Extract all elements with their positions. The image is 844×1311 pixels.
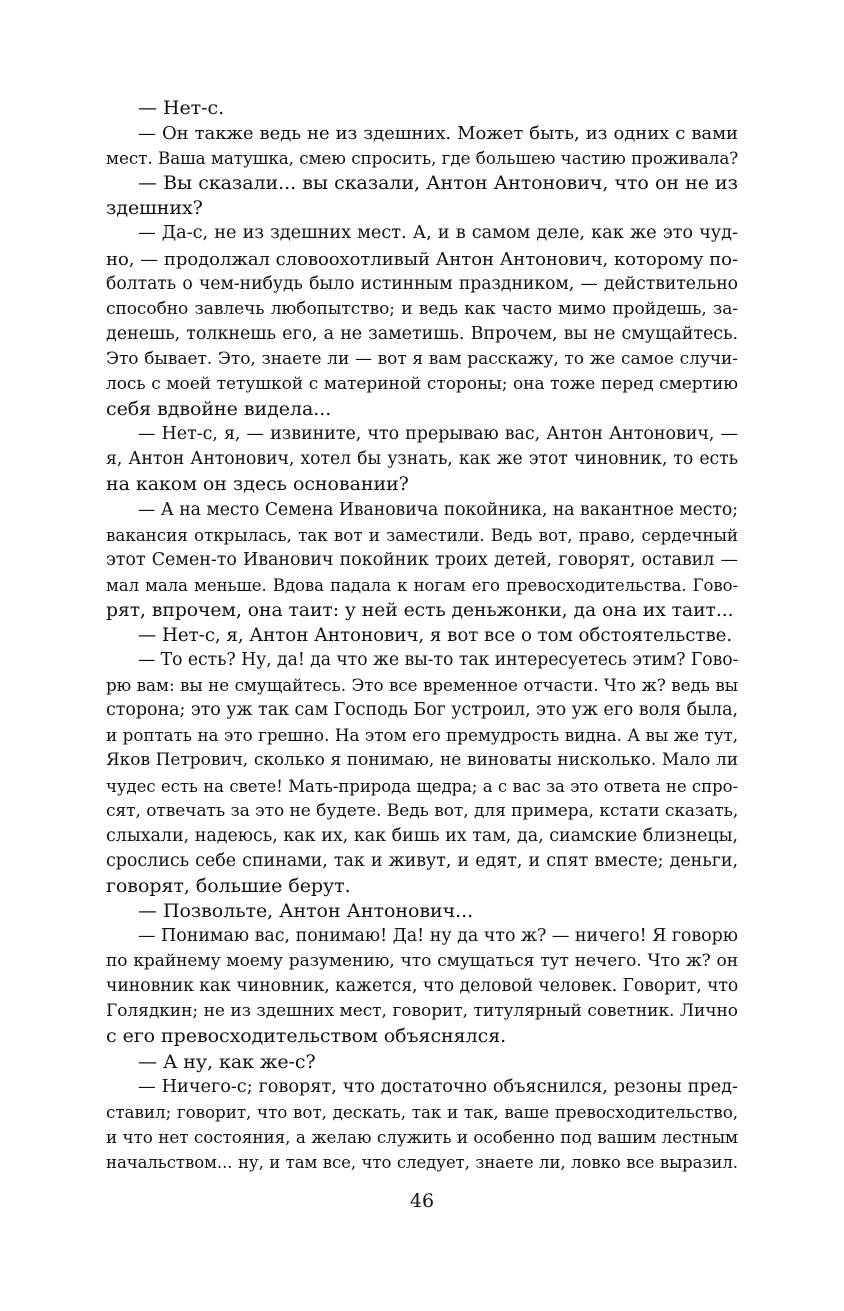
text-line: способно завлечь любопытство; и ведь как часто мимо пройдешь, за-: [106, 298, 738, 319]
text-line: — Понимаю вас, понимаю! Да! ну да что ж? — ничего! Я говорю: [138, 926, 738, 947]
paragraph: [106, 1050, 738, 1075]
text-line: ставил; говорит, что вот, дескать, так и так, ваше превосходительство,: [106, 1101, 738, 1122]
text-line: Яков Петрович, сколько я понимаю, не виноваты нисколько. Мало ли: [106, 750, 738, 771]
text-line: на каком он здесь основании?: [106, 473, 409, 496]
text-line: сят, отвечать за это не будете. Ведь вот, для примера, кстати сказать,: [106, 800, 738, 821]
text-line: рю вам: вы не смущайтесь. Это все временное отчасти. Что ж? ведь вы: [106, 675, 738, 696]
text-line: — Нет-с.: [138, 97, 225, 119]
paragraph: [106, 924, 738, 1049]
text-line: — То есть? Ну, да! да что же вы-то так интересуетесь этим? Гово-: [138, 650, 738, 671]
text-line: сторона; это уж так сам Господь Бог устроил, это уж его воля была,: [106, 700, 738, 721]
paragraph: [106, 899, 738, 924]
text-line: Голядкин; не из здешних мест, говорит, титулярный советник. Лично: [106, 1001, 738, 1022]
text-line: — Да-с, не из здешних мест. А, и в самом деле, как же это чуд-: [138, 223, 738, 244]
text-line: — А на место Семена Ивановича покойника, на вакантное место;: [138, 499, 738, 520]
text-line: с его превосходительством объяснялся.: [106, 1025, 507, 1048]
text-line: лось с моей тетушкой с материной стороны; она тоже перед смертию: [106, 374, 738, 395]
paragraph: [106, 171, 738, 221]
text-line: мал мала меньше. Вдова падала к ногам его превосходительства. Гово-: [106, 575, 738, 595]
text-line: и роптать на это грешно. На этом его премудрость видна. А вы же тут,: [106, 725, 738, 746]
text-line: рят, впрочем, она таит: у ней есть деньжонки, да она их таит...: [106, 599, 734, 621]
text-line: чиновник как чиновник, кажется, что деловой человек. Говорит, что: [106, 976, 738, 997]
text-line: и что нет состояния, а желаю служить и особенно под вашим лестным: [106, 1126, 738, 1147]
page-number: 46: [409, 1190, 435, 1212]
paragraph: [106, 221, 738, 422]
text-line: Это бывает. Это, знаете ли — вот я вам расскажу, то же самое случи-: [106, 348, 738, 369]
text-line: — Он также ведь не из здешних. Может быть, из одних с вами: [138, 123, 738, 145]
text-line: — Ничего-с; говорят, что достаточно объяснился, резоны пред-: [138, 1076, 738, 1097]
page-body: [106, 96, 738, 1175]
paragraph: [106, 498, 738, 623]
text-line: — Нет-с, я, Антон Антонович, я вот все о том обстоятельстве.: [138, 624, 733, 646]
text-line: вакансия открылась, так вот и заместили. Ведь вот, право, сердечный: [106, 524, 738, 545]
text-line: говорят, большие берут.: [106, 874, 351, 897]
text-line: — А ну, как же-с?: [138, 1050, 316, 1073]
text-line: здешних?: [106, 197, 203, 220]
text-line: по крайнему моему разумению, что смущаться тут нечего. Что ж? он: [106, 951, 738, 972]
text-line: я, Антон Антонович, хотел бы узнать, как же этот чиновник, то есть: [106, 449, 738, 470]
text-line: — Вы сказали... вы сказали, Антон Антонович, что он не из: [138, 172, 738, 195]
paragraph: [106, 96, 738, 121]
paragraph: [106, 648, 738, 899]
text-line: слыхали, надеюсь, как их, как бишь их там, да, сиамские близнецы,: [106, 825, 738, 846]
paragraph: [106, 1075, 738, 1175]
paragraph: [106, 623, 738, 648]
text-line: — Нет-с, я, — извините, что прерываю вас, Антон Антонович, —: [138, 424, 738, 445]
text-line: денешь, толкнешь его, а не заметишь. Впрочем, вы не смущайтесь.: [106, 323, 738, 344]
text-line: срослись себе спинами, так и живут, и едят, и спят вместе; деньги,: [106, 850, 738, 871]
paragraph: [106, 422, 738, 497]
text-line: чудес есть на свете! Мать-природа щедра; а с вас за это ответа не спро-: [106, 776, 738, 796]
text-line: но, — продолжал словоохотливый Антон Антонович, которому по-: [106, 248, 738, 270]
text-line: болтать о чем-нибудь было истинным праздником, — действительно: [106, 273, 738, 294]
text-line: этот Семен-то Иванович покойник троих детей, говорят, оставил —: [106, 549, 738, 570]
text-line: начальством... ну, и там все, что следует, знаете ли, ловко все выразил.: [106, 1152, 738, 1172]
text-line: себя вдвойне видела...: [106, 398, 332, 421]
text-line: — Позвольте, Антон Антонович...: [138, 900, 474, 922]
text-line: мест. Ваша матушка, смею спросить, где большею частию проживала?: [106, 148, 738, 169]
paragraph: [106, 121, 738, 171]
